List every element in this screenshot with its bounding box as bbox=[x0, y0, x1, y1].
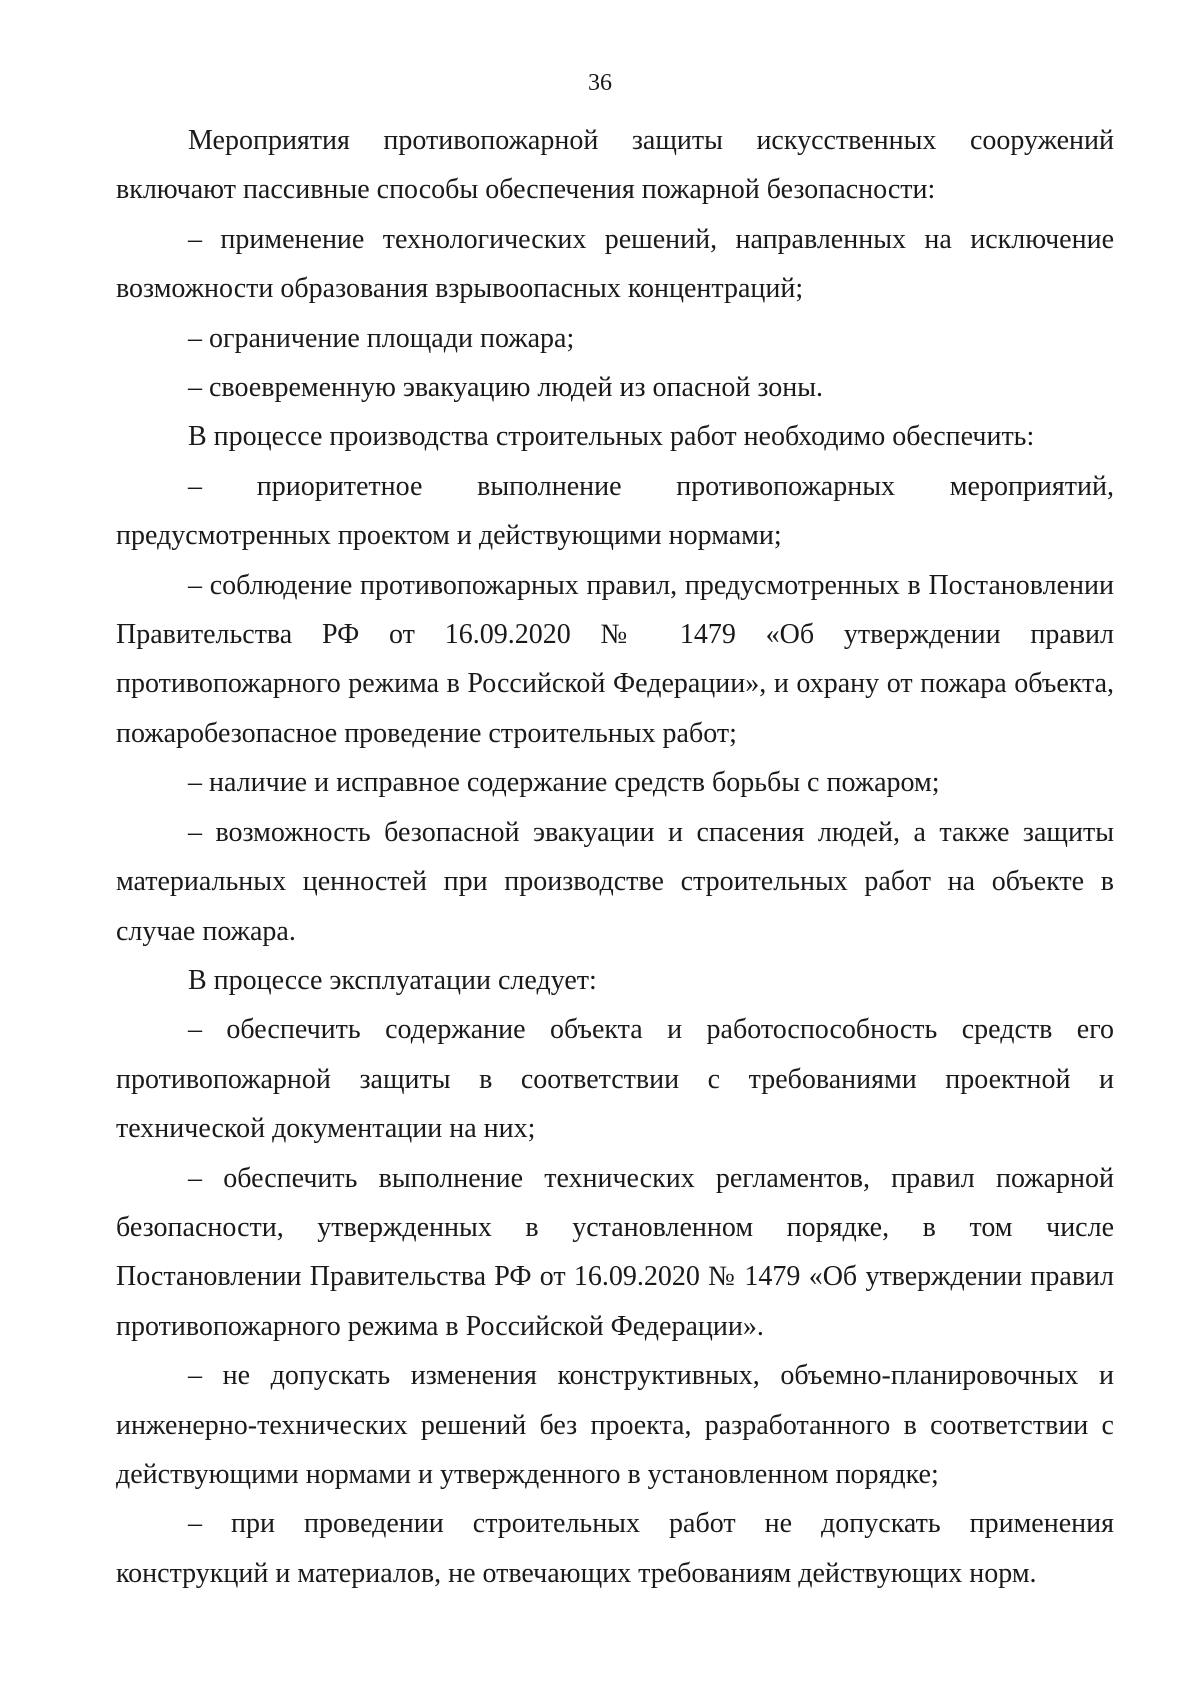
list-item-no-changes: – не допускать изменения конструктивных, объемно-планировочных и инженерно-технических решений без проекта, разработанного в соответствии с действующими нормами и утвержденного в установленном порядке; bbox=[116, 1360, 1114, 1490]
list-item-fire-area-limit: – ограничение площади пожара; bbox=[188, 322, 575, 354]
page-number: 36 bbox=[588, 70, 612, 96]
list-item-evacuation: – своевременную эвакуацию людей из опасной зоны. bbox=[188, 372, 824, 404]
list-item-technological-solutions: – применение технологических решений, направленных на исключение возможности образования взрывоопасных концентраций; bbox=[116, 223, 1114, 305]
list-item-firefighting-equipment: – наличие и исправное содержание средств борьбы с пожаром; bbox=[188, 767, 940, 799]
paragraph-intro: Мероприятия противопожарной защиты искусственных сооружений включают пассивные способы обеспечения пожарной безопасности: bbox=[116, 125, 1114, 206]
list-item-fire-rules-compliance: – соблюдение противопожарных правил, предусмотренных в Постановлении Правительства РФ от 16.09.2020 № 1479 «Об утверждении правил противопожарного режима в Российской Федерации», и охрану от пожара объекта, пожаробезопасное проведение строительных работ; bbox=[116, 569, 1114, 749]
list-item-safe-evacuation: – возможность безопасной эвакуации и спасения людей, а также защиты материальных ценностей при производстве строительных работ на объекте в случае пожара. bbox=[116, 816, 1114, 947]
list-item-materials: – при проведении строительных работ не допускать применения конструкций и материалов, не отвечающих требованиям действующих норм. bbox=[116, 1508, 1114, 1589]
document-body bbox=[116, 116, 1114, 1598]
list-item-maintenance: – обеспечить содержание объекта и работоспособность средств его противопожарной защиты в соответствии с требованиями проектной и технической документации на них; bbox=[116, 1014, 1114, 1145]
list-item-priority-measures: – приоритетное выполнение противопожарных мероприятий, предусмотренных проектом и действующими нормами; bbox=[116, 470, 1114, 552]
list-item-regulations: – обеспечить выполнение технических регламентов, правил пожарной безопасности, утвержденных в установленном порядке, в том числе Постановлении Правительства РФ от 16.09.2020 № 1479 «Об утверждении правил противопожарного режима в Российской Федерации». bbox=[116, 1162, 1114, 1342]
paragraph-operation-process: В процессе эксплуатации следует: bbox=[188, 964, 597, 996]
paragraph-construction-process: В процессе производства строительных работ необходимо обеспечить: bbox=[188, 421, 1035, 453]
